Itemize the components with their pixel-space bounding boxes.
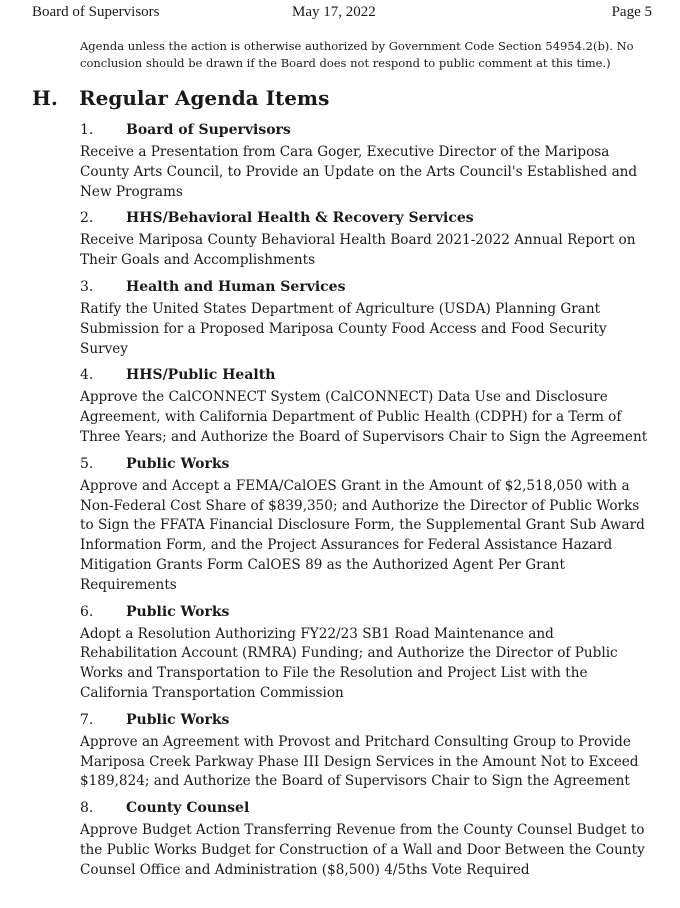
- agenda-item-header: [80, 119, 655, 141]
- agenda-item-description: Approve an Agreement with Provost and Pritchard Consulting Group to Provide Mariposa Creek Parkway Phase III Design Services in the Amount Not to Exceed $189,824; and Authorize the Board of Supervisors Chair to Sign the Agreement: [80, 733, 639, 790]
- agenda-item-department: Public Works: [126, 711, 230, 728]
- agenda-item-department: HHS/Public Health: [126, 367, 276, 384]
- header-date: May 17, 2022: [292, 4, 376, 20]
- agenda-item: [80, 709, 655, 792]
- agenda-item: [80, 453, 655, 596]
- agenda-item: [80, 797, 655, 880]
- agenda-item-header: [80, 207, 655, 229]
- agenda-item-header: [80, 364, 655, 386]
- agenda-item-description: Ratify the United States Department of Agriculture (USDA) Planning Grant Submission for a Proposed Mariposa County Food Access and Food Security Survey: [80, 300, 607, 357]
- agenda-item-department: Health and Human Services: [126, 278, 346, 295]
- header-page-number: Page 5: [611, 4, 652, 20]
- agenda-item-number: 5.: [80, 455, 94, 472]
- intro-text: Agenda unless the action is otherwise authorized by Government Code Section 54954.2(b). No conclusion should be drawn if the Board does not respond to public comment at this time.): [80, 39, 634, 70]
- agenda-item-description: Adopt a Resolution Authorizing FY22/23 SB1 Road Maintenance and Rehabilitation Account (RMRA) Funding; and Authorize the Director of Public Works and Transportation to File the Resolution and Project List with the California Transportation Commission: [80, 625, 618, 701]
- agenda-item-header: [80, 276, 655, 298]
- agenda-item: [80, 601, 655, 704]
- agenda-item-department: Board of Supervisors: [126, 122, 291, 138]
- agenda-item-header: [80, 709, 655, 731]
- agenda-item-number: 3.: [80, 278, 94, 295]
- agenda-item-number: 8.: [80, 800, 94, 817]
- agenda-item-number: 1.: [80, 122, 94, 138]
- agenda-item-department: County Counsel: [126, 800, 250, 817]
- agenda-item: [80, 276, 655, 359]
- agenda-item-description: Approve and Accept a FEMA/CalOES Grant in the Amount of $2,518,050 with a Non-Federal Cost Share of $839,350; and Authorize the Director of Public Works to Sign the FFATA Financial Disclosure Form, the Supplemental Grant Sub Award Information Form, and the Project Assurances for Federal Assistance Hazard Mitigation Grants Form CalOES 89 as the Authorized Agent Per Grant Requirements: [80, 477, 645, 593]
- agenda-item-department: Public Works: [126, 603, 230, 620]
- agenda-item-description: Receive a Presentation from Cara Goger, Executive Director of the Mariposa County Arts Council, to Provide an Update on the Arts Council's Established and New Programs: [80, 144, 638, 200]
- agenda-item-header: [80, 453, 655, 475]
- section-title: Regular Agenda Items: [79, 86, 330, 110]
- page-header: [32, 4, 652, 24]
- agenda-item-number: 4.: [80, 367, 94, 384]
- agenda-item-number: 7.: [80, 711, 94, 728]
- agenda-item: [80, 364, 655, 447]
- agenda-item-department: HHS/Behavioral Health & Recovery Services: [126, 210, 474, 227]
- agenda-item-header: [80, 797, 655, 819]
- agenda-item-department: Public Works: [126, 455, 230, 472]
- section-heading: [32, 86, 329, 110]
- agenda-item-number: 2.: [80, 210, 94, 227]
- agenda-items-list: [80, 119, 655, 886]
- agenda-item-description: Approve the CalCONNECT System (CalCONNECT) Data Use and Disclosure Agreement, with California Department of Public Health (CDPH) for a Term of Three Years; and Authorize the Board of Supervisors Chair to Sign the Agreement: [80, 389, 648, 445]
- agenda-item-number: 6.: [80, 603, 94, 620]
- header-board-name: Board of Supervisors: [32, 4, 160, 20]
- agenda-item-description: Approve Budget Action Transferring Revenue from the County Counsel Budget to the Public Works Budget for Construction of a Wall and Door Between the County Counsel Office and Administration ($8,500) 4/5ths Vote Required: [80, 822, 645, 878]
- agenda-item: [80, 119, 655, 202]
- agenda-item: [80, 207, 655, 271]
- agenda-item-header: [80, 601, 655, 623]
- section-letter: H.: [32, 86, 58, 110]
- agenda-item-description: Receive Mariposa County Behavioral Health Board 2021-2022 Annual Report on Their Goals and Accomplishments: [80, 232, 636, 269]
